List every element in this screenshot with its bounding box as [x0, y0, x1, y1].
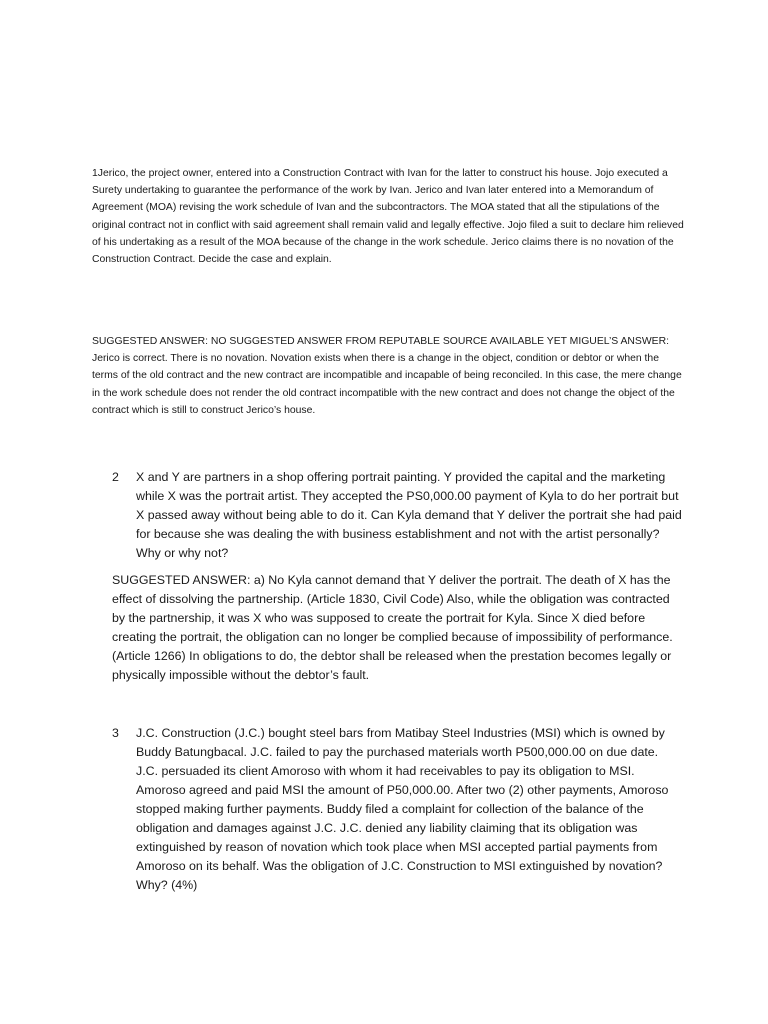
question-3-number: 3 [112, 726, 119, 740]
question-2 [112, 468, 682, 563]
question-3 [112, 724, 682, 895]
question-1-text: 1Jerico, the project owner, entered into a Construction Contract with Ivan for the latter to construct his house. Jojo executed a Surety undertaking to guarantee the performance of the work by Ivan. Jerico and Ivan later entered into a Memorandum of Agreement (MOA) revising the work schedule of Ivan and the subcontractors. The MOA stated that all the stipulations of the original contract not in conflict with said agreement shall remain valid and legally effective. Jojo filed a suit to declare him relieved of his undertaking as a result of the MOA because of the change in the work schedule. Jerico claims there is no novation of the Construction Contract. Decide the case and explain. [92, 168, 684, 266]
question-3-text: J.C. Construction (J.C.) bought steel bars from Matibay Steel Industries (MSI) which is owned by Buddy Batungbacal. J.C. failed to pay the purchased materials worth P500,000.00 on due date. J.C. persuaded its client Amoroso with whom it had receivables to pay its obligation to MSI. Amoroso agreed and paid MSI the amount of P50,000.00. After two (2) other payments, Amoroso stopped making further payments. Buddy filed a complaint for collection of the balance of the obligation and damages against J.C. J.C. denied any liability claiming that its obligation was extinguished by reason of novation which took place when MSI accepted partial payments from Amoroso on its behalf. Was the obligation of J.C. Construction to MSI extinguished by novation? Why? (4%) [136, 726, 669, 892]
question-2-number: 2 [112, 470, 119, 484]
question-2-text: X and Y are partners in a shop offering portrait painting. Y provided the capital and the marketing while X was the portrait artist. They accepted the PS0,000.00 payment of Kyla to do her portrait but X passed away without being able to do it. Can Kyla demand that Y deliver the portrait she had paid for because she was dealing the with business establishment and not with the artist personally? Why or why not? [136, 470, 682, 560]
answer-1-text: SUGGESTED ANSWER: NO SUGGESTED ANSWER FROM REPUTABLE SOURCE AVAILABLE YET MIGUEL’S ANSWER: Jerico is correct. There is no novation. Novation exists when there is a change in the object, condition or debtor or when the terms of the old contract and the new contract are incompatible and incapable of being reconciled. In this case, the mere change in the work schedule does not render the old contract incompatible with the new contract and does not change the object of the contract which is still to construct Jerico’s house. [92, 336, 682, 416]
answer-2-text: SUGGESTED ANSWER: a) No Kyla cannot demand that Y deliver the portrait. The death of X has the effect of dissolving the partnership. (Article 1830, Civil Code) Also, while the obligation was contracted by the partnership, it was X who was supposed to create the portrait for Kyla. Since X died before creating the portrait, the obligation can no longer be complied because of impossibility of performance. (Article 1266) In obligations to do, the debtor shall be released when the prestation becomes legally or physically impossible without the debtor’s fault. [112, 573, 673, 682]
